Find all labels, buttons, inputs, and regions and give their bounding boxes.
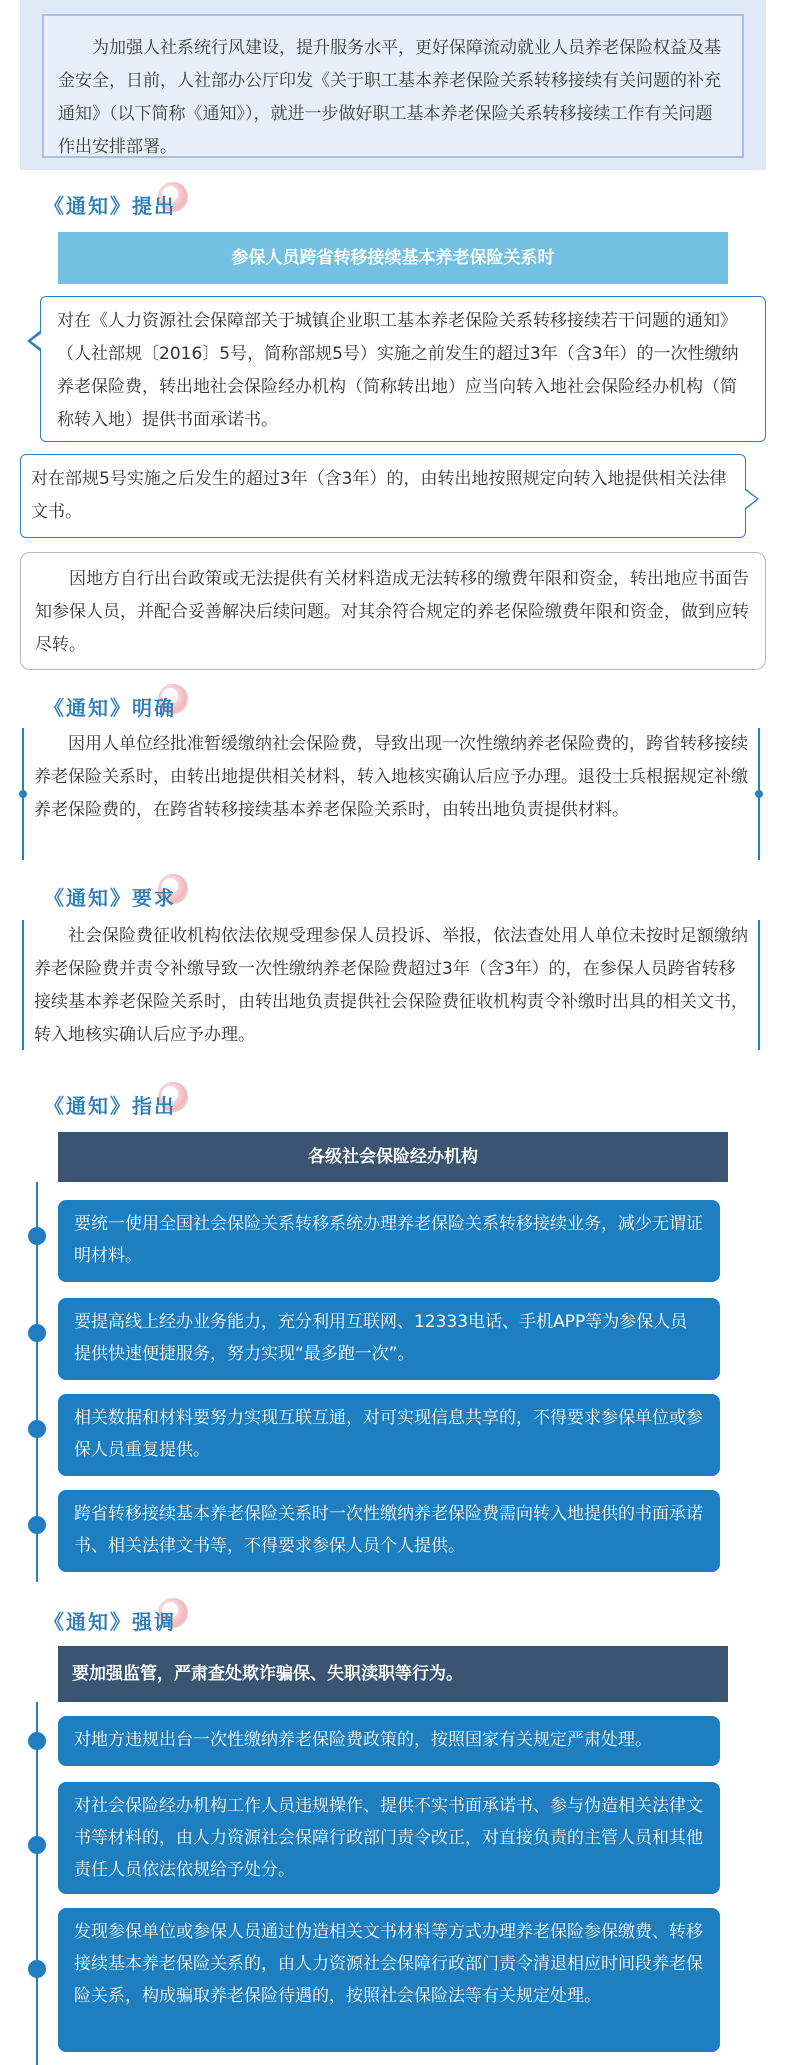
left-rule-dot-icon [19,790,27,798]
section-3-paragraph: 社会保险费征收机构依法依规受理参保人员投诉、举报，依法查处用人单位未按时足额缴纳养老保险费并责令补缴导致一次性缴纳养老保险费超过3年（含3年）的，在参保人员跨省转移接续基本养老保险关系时，由转出地负责提供社会保险费征收机构责令补缴时出具的相关文书，转入地核实确认后应予办理。 [34,926,748,1045]
section-4-banner: 各级社会保险经办机构 [58,1132,728,1182]
section-1-paragraph-1: 对在《人力资源社会保障部关于城镇企业职工基本养老保险关系转移接续若干问题的通知》（人社部规〔2016〕5号，简称部规5号）实施之前发生的超过3年（含3年）的一次性缴纳养老保险费，转出地社会保险经办机构（简称转出地）应当向转入地社会保险经办机构（简称转入地）提供书面承诺书。 [57,311,739,430]
timeline-dot-icon [28,1960,46,1978]
section-1-paragraph-2: 对在部规5号实施之后发生的超过3年（含3年）的，由转出地按照规定向转入地提供相关法律文书。 [31,469,727,522]
timeline-dot-icon [28,1516,46,1534]
timeline-line [36,1702,38,2065]
section-4-item-2: 要提高线上经办业务能力，充分利用互联网、12333电话、手机APP等为参保人员提供快速便捷服务，努力实现“最多跑一次”。 [58,1298,720,1380]
section-1-bubble-2 [20,454,746,538]
section-5-banner: 要加强监管，严肃查处欺诈骗保、失职渎职等行为。 [58,1646,728,1702]
intro-paragraph: 为加强人社系统行风建设，提升服务水平，更好保障流动就业人员养老保险权益及基金安全，日前，人社部办公厅印发《关于职工基本养老保险关系转移接续有关问题的补充通知》（以下简称《通知》），就进一步做好职工基本养老保险关系转移接续工作有关问题作出安排部署。 [42,14,744,158]
timeline-dot-icon [28,1324,46,1342]
section-4-item-4: 跨省转移接续基本养老保险关系时一次性缴纳养老保险费需向转入地提供的书面承诺书、相关法律文书等，不得要求参保人员个人提供。 [58,1490,720,1572]
section-title-5: 《通知》强调 [44,1606,244,1636]
section-1-paragraph-3: 因地方自行出台政策或无法提供有关材料造成无法转移的缴费年限和资金，转出地应书面告知参保人员，并配合妥善解决后续问题。对其余符合规定的养老保险缴费年限和资金，做到应转尽转。 [35,569,749,655]
section-title-2: 《通知》明确 [44,692,244,722]
section-1-banner: 参保人员跨省转移接续基本养老保险关系时 [58,232,728,284]
section-1-bubble-3 [20,552,766,670]
section-5-item-3: 发现参保单位或参保人员通过伪造相关文书材料等方式办理养老保险参保缴费、转移接续基本养老保险关系的，由人力资源社会保障行政部门责令清退相应时间段养老保险关系，构成骗取养老保险待遇的，按照社会保险法等有关规定处理。 [58,1908,720,2052]
section-1-bubble-1 [40,296,766,442]
right-rule [758,920,760,1050]
section-title-1: 《通知》提出 [44,190,244,220]
timeline-dot-icon [28,1732,46,1750]
section-4-item-3: 相关数据和材料要努力实现互联互通，对可实现信息共享的，不得要求参保单位或参保人员重复提供。 [58,1394,720,1476]
left-rule [22,920,24,1050]
timeline-dot-icon [28,1836,46,1854]
section-2-paragraph: 因用人单位经批准暂缓缴纳社会保险费，导致出现一次性缴纳养老保险费的，跨省转移接续养老保险关系时，由转出地提供相关材料，转入地核实确认后应予办理。退役士兵根据规定补缴养老保险费的，在跨省转移接续基本养老保险关系时，由转出地负责提供材料。 [34,734,748,820]
timeline-dot-icon [28,1420,46,1438]
section-title-4: 《通知》指出 [44,1090,244,1120]
section-title-3: 《通知》要求 [44,882,244,912]
timeline-dot-icon [28,1227,46,1245]
section-5-item-2: 对社会保险经办机构工作人员违规操作、提供不实书面承诺书、参与伪造相关法律文书等材料的，由人力资源社会保障行政部门责令改正，对直接负责的主管人员和其他责任人员依法依规给予处分。 [58,1782,720,1894]
section-4-item-1: 要统一使用全国社会保险关系转移系统办理养老保险关系转移接续业务，减少无谓证明材料。 [58,1200,720,1282]
right-rule-dot-icon [755,790,763,798]
section-5-item-1: 对地方违规出台一次性缴纳养老保险费政策的，按照国家有关规定严肃处理。 [58,1716,720,1766]
